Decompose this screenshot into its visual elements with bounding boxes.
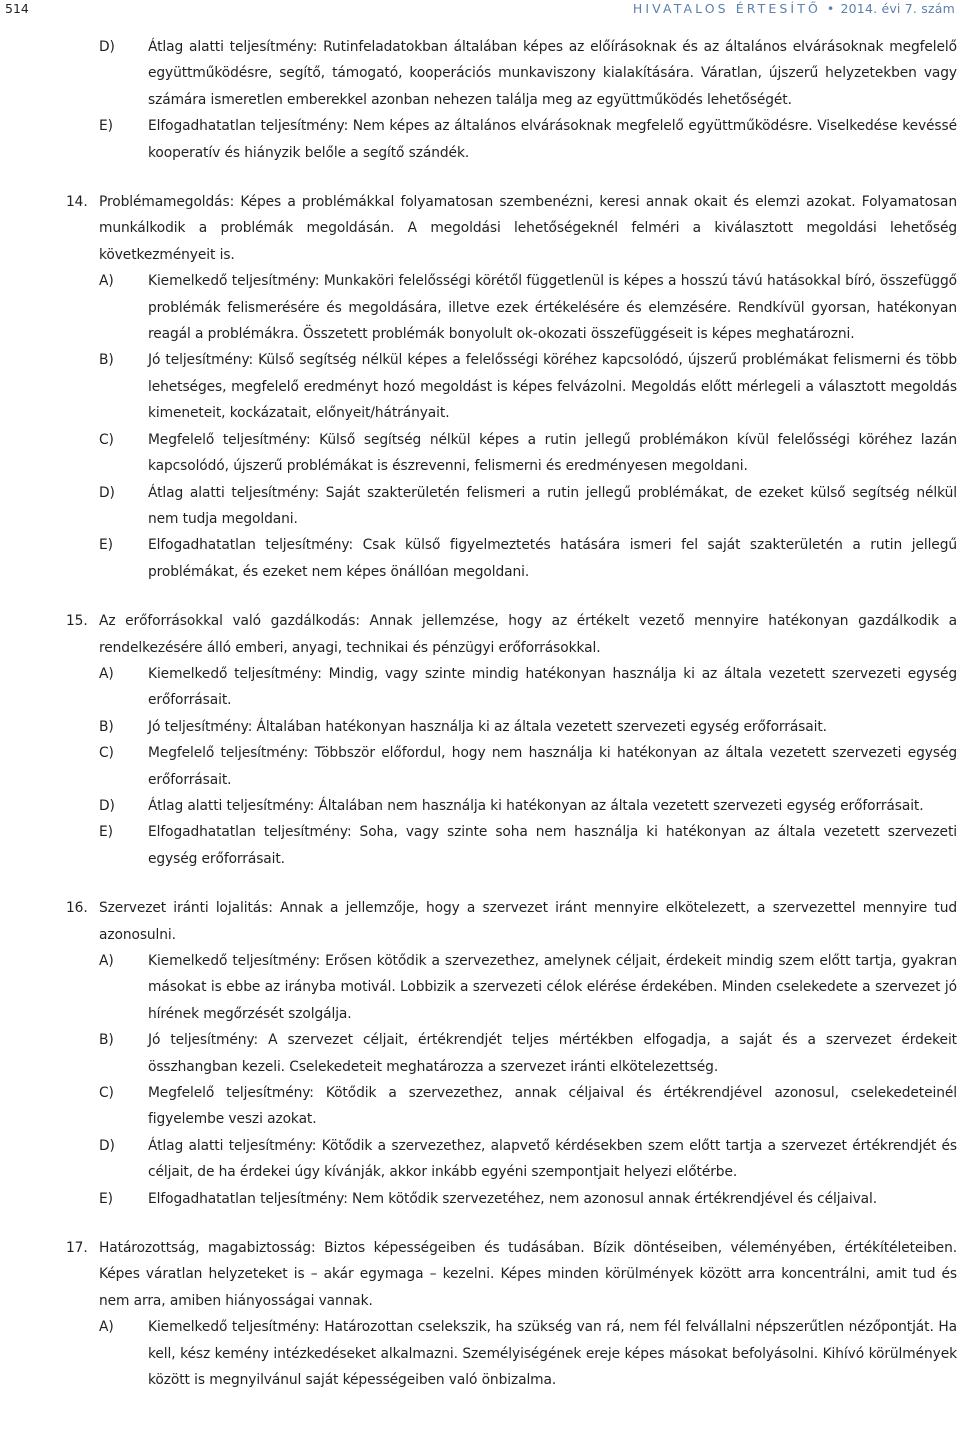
level-label: B): [99, 352, 114, 369]
level-text: Megfelelő teljesítmény: Kötődik a szervezethez, annak céljaival és értékrendjével azonosul, cselekedeteinél figyelembe veszi azokat.: [148, 1085, 957, 1128]
level-text: Elfogadhatatlan teljesítmény: Csak külső figyelmeztetés hatására ismeri fel saját szakterületén a rutin jellegű problémákat, és ezeket nem képes önállóan megoldani.: [148, 537, 957, 580]
criterion-level-e: [0, 113, 960, 166]
journal-title: HIVATALOS ÉRTESÍTŐ: [632, 1, 821, 16]
criterion-level-d: [0, 793, 960, 819]
criterion-number: 14.: [66, 194, 88, 211]
level-text: Jó teljesítmény: Külső segítség nélkül képes a felelősségi köréhez kapcsolódó, újszerű problémákat felismerni és több lehetséges, megfelelő eredményt hozó megoldást is képes felvázolni. Megoldás előtt mérlegeli a választott megoldás kimeneteit, kockázatait, előnyeit/hátrányait.: [148, 352, 957, 422]
page-header: [0, 0, 960, 24]
criterion-level-d: [0, 480, 960, 533]
level-text: Elfogadhatatlan teljesítmény: Nem kötődik szervezetéhez, nem azonosul annak értékrendjével és céljaival.: [148, 1190, 878, 1207]
level-text: Kiemelkedő teljesítmény: Erősen kötődik a szervezethez, amelynek céljait, érdekeit mindig szem előtt tartja, gyakran másokat is ebbe az irányba motivál. Lobbizik a szervezeti célok elérése érdekében. Minden cselekedete a szervezet jó hírének megőrzését szolgálja.: [148, 953, 957, 1022]
criterion-level-d: [0, 1133, 960, 1186]
level-text: Átlag alatti teljesítmény: Általában nem használja ki hatékonyan az általa vezetett szervezeti egység erőforrásait.: [148, 797, 924, 814]
criterion-level-c: [0, 427, 960, 480]
criterion-14: [0, 189, 960, 268]
document-body: [0, 34, 960, 1394]
criterion-level-b: [0, 1027, 960, 1080]
criterion-level-e: [0, 532, 960, 585]
level-label: A): [99, 953, 114, 969]
criterion-level-a: [0, 268, 960, 347]
level-label: B): [99, 1032, 114, 1049]
level-text: Megfelelő teljesítmény: Külső segítség nélkül képes a rutin jellegű problémákon kívül felelősségi köréhez lazán kapcsolódó, újszerű problémákat is észrevenni, felismerni és eredményesen megoldani.: [148, 431, 957, 475]
criterion-level-e: [0, 1186, 960, 1212]
criterion-level-a: [0, 948, 960, 1027]
level-label: D): [99, 1137, 115, 1154]
level-text: Elfogadhatatlan teljesítmény: Nem képes az általános elvárásoknak megfelelő együttműködésre. Viselkedése kevéssé kooperatív és hiányzik belőle a segítő szándék.: [148, 118, 957, 161]
level-text: Kiemelkedő teljesítmény: Mindig, vagy szinte mindig hatékonyan használja ki az általa vezetett szervezeti egység erőforrásait.: [148, 665, 957, 709]
level-label: E): [99, 824, 113, 841]
level-label: E): [99, 537, 113, 554]
level-label: E): [99, 118, 113, 135]
level-text: Átlag alatti teljesítmény: Saját szakterületén felismeri a rutin jellegű problémákat, de ezeket külső segítség nélkül nem tudja megoldani.: [148, 484, 957, 527]
criterion-definition: Az erőforrásokkal való gazdálkodás: Annak jellemzése, hogy az értékelt vezető mennyire hatékonyan gazdálkodik a rendelkezésére álló emberi, anyagi, technikai és pénzügyi erőforrásokkal.: [99, 613, 957, 656]
level-label: A): [99, 273, 114, 290]
criterion-number: 15.: [66, 613, 88, 630]
spacer: [0, 585, 960, 608]
level-text: Átlag alatti teljesítmény: Kötődik a szervezethez, alapvető kérdésekben szem előtt tartja a szervezet értékrendjét és céljait, de ha érdekei úgy kívánják, akkor inkább egyéni szempontjait helyezi előtérbe.: [148, 1137, 957, 1181]
criterion-definition: Határozottság, magabiztosság: Biztos képességeiben és tudásában. Bízik döntéseiben, véleményében, értékítéleteiben. Képes váratlan helyzeteket is – akár egymaga – kezelni. Képes minden körülmények között arra koncentrálni, amit tud és nem arra, amiben hiányosságai vannak.: [99, 1240, 957, 1309]
level-text: Jó teljesítmény: Általában hatékonyan használja ki az általa vezetett szervezeti egység erőforrásait.: [148, 718, 827, 735]
criterion-level-c: [0, 1080, 960, 1133]
criterion-16: [0, 895, 960, 948]
page-number: 514: [5, 1, 29, 16]
level-label: A): [99, 665, 114, 682]
criterion-level-e: [0, 819, 960, 872]
level-label: D): [99, 39, 115, 55]
level-label: C): [99, 745, 114, 762]
running-head: [633, 0, 955, 18]
header-separator: •: [826, 1, 835, 16]
criterion-17: [0, 1235, 960, 1314]
level-label: C): [99, 431, 114, 448]
level-label: E): [99, 1190, 113, 1207]
spacer: [0, 872, 960, 895]
criterion-definition: Szervezet iránti lojalitás: Annak a jellemzője, hogy a szervezet iránt mennyire elkötelezett, a szervezettel mennyire tud azonosulni.: [99, 900, 957, 943]
criterion-15: [0, 608, 960, 661]
level-label: D): [99, 484, 115, 501]
level-label: A): [99, 1319, 114, 1336]
spacer: [0, 166, 960, 189]
level-label: B): [99, 718, 114, 735]
criterion-level-a: [0, 661, 960, 714]
criterion-number: 16.: [66, 900, 88, 917]
criterion-level-c: [0, 740, 960, 793]
level-label: D): [99, 797, 115, 814]
level-text: Megfelelő teljesítmény: Többször előfordul, hogy nem használja ki hatékonyan az általa vezetett szervezeti egység erőforrásait.: [148, 745, 957, 788]
level-text: Átlag alatti teljesítmény: Rutinfeladatokban általában képes az előírásoknak és az általános elvárásoknak megfelelő együttműködésre, segítő, támogató, kooperációs munkaviszony kialakítására. Váratlan, újszerű helyzetekben vagy számára ismeretlen emberekkel azonban nehezen találja meg az együttműködés lehetőségét.: [148, 39, 957, 108]
criterion-number: 17.: [66, 1240, 88, 1257]
level-label: C): [99, 1085, 114, 1102]
issue-info: 2014. évi 7. szám: [840, 1, 955, 16]
criterion-level-b: [0, 714, 960, 740]
level-text: Elfogadhatatlan teljesítmény: Soha, vagy szinte soha nem használja ki hatékonyan az általa vezetett szervezeti egység erőforrásait.: [148, 824, 957, 867]
spacer: [0, 1212, 960, 1235]
criterion-level-a: [0, 1314, 960, 1393]
level-text: Jó teljesítmény: A szervezet céljait, értékrendjét teljes mértékben elfogadja, a saját és a szervezet érdekeit összhangban kezeli. Cselekedeteit meghatározza a szervezet iránti elkötelezettség.: [148, 1032, 957, 1075]
criterion-level-b: [0, 347, 960, 426]
level-text: Kiemelkedő teljesítmény: Munkaköri felelősségi körétől függetlenül is képes a hosszú távú hatásokkal bíró, összefüggő problémák felismerésére és megoldására, illetve ezek értékelésére és elemzésére. Rendkívül gyorsan, hatékonyan reagál a problémákra. Összetett problémák bonyolult ok-okozati összefüggéseit is képes meghatározni.: [148, 273, 957, 343]
criterion-definition: Problémamegoldás: Képes a problémákkal folyamatosan szembenézni, keresi annak okait és elemzi azokat. Folyamatosan munkálkodik a problémák megoldásán. A megoldási lehetőségeknél felméri a kiválasztott megoldási lehetőség következményeit is.: [99, 194, 957, 263]
criterion-level-d: [0, 34, 960, 113]
level-text: Kiemelkedő teljesítmény: Határozottan cselekszik, ha szükség van rá, nem fél felvállalni népszerűtlen nézőpontját. Ha kell, kész kemény intézkedéseket alkalmazni. Személyiségének ereje képes másokat befolyásolni. Kihívó körülmények között is megnyilvánul saját képességeiben való önbizalma.: [148, 1319, 957, 1389]
